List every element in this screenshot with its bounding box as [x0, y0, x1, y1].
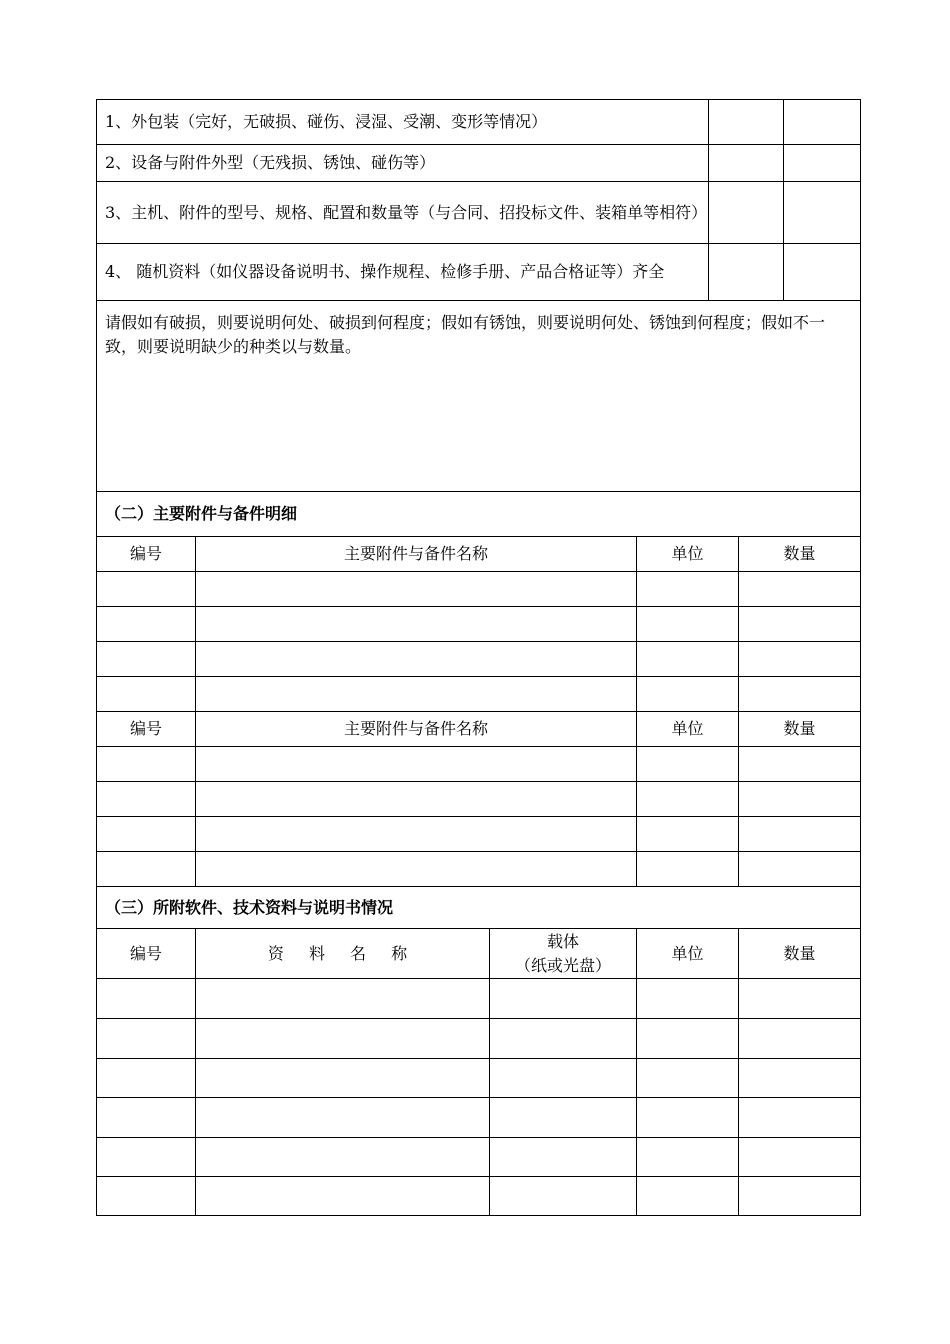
table-cell[interactable]	[196, 817, 637, 852]
table-cell[interactable]	[739, 1098, 861, 1138]
table-row	[97, 1059, 861, 1098]
table-cell[interactable]	[739, 852, 861, 887]
col-qty-header: 数量	[739, 537, 861, 572]
table-cell[interactable]	[739, 572, 861, 607]
table-cell[interactable]	[196, 607, 637, 642]
table-cell[interactable]	[637, 677, 739, 712]
table-cell[interactable]	[637, 1177, 739, 1216]
table-cell[interactable]	[97, 782, 196, 817]
col-medium-header	[490, 929, 637, 979]
table-row	[97, 1019, 861, 1059]
table-cell[interactable]	[637, 817, 739, 852]
damage-note[interactable]: 请假如有破损，则要说明何处、破损到何程度；假如有锈蚀，则要说明何处、锈蚀到何程度；假如不一致，则要说明缺少的种类以与数量。	[97, 301, 861, 492]
inspection-item-3: 3、主机、附件的型号、规格、配置和数量等（与合同、招投标文件、装箱单等相符）	[97, 182, 709, 244]
table-cell[interactable]	[637, 782, 739, 817]
col-no-header: 编号	[97, 929, 196, 979]
medium-sublabel: （纸或光盘）	[514, 955, 611, 975]
table-row	[97, 852, 861, 887]
table-cell[interactable]	[739, 677, 861, 712]
col-unit-header: 单位	[637, 929, 739, 979]
table-cell[interactable]	[739, 1177, 861, 1216]
medium-label: 载体	[546, 931, 579, 951]
check-cell[interactable]	[709, 244, 784, 301]
table-cell[interactable]	[739, 979, 861, 1019]
table-cell[interactable]	[739, 607, 861, 642]
col-name-header: 资 料 名 称	[196, 929, 490, 979]
col-name-header: 主要附件与备件名称	[196, 712, 637, 747]
table-cell[interactable]	[637, 979, 739, 1019]
table-cell[interactable]	[97, 747, 196, 782]
check-cell[interactable]	[784, 182, 861, 244]
table-row	[97, 747, 861, 782]
table-cell[interactable]	[739, 782, 861, 817]
table-row	[97, 572, 861, 607]
table-row	[97, 677, 861, 712]
table-cell[interactable]	[196, 782, 637, 817]
check-cell[interactable]	[709, 145, 784, 182]
table-row	[97, 979, 861, 1019]
check-cell[interactable]	[784, 100, 861, 145]
section-title-row	[97, 492, 861, 537]
table-cell[interactable]	[490, 979, 637, 1019]
table-cell[interactable]	[490, 1098, 637, 1138]
table-cell[interactable]	[97, 817, 196, 852]
table-cell[interactable]	[97, 1019, 196, 1059]
table-cell[interactable]	[739, 642, 861, 677]
table-cell[interactable]	[196, 1019, 490, 1059]
table-cell[interactable]	[739, 747, 861, 782]
accessories-table	[96, 491, 861, 887]
check-cell[interactable]	[784, 244, 861, 301]
table-row	[97, 607, 861, 642]
table-cell[interactable]	[196, 852, 637, 887]
table-cell[interactable]	[637, 642, 739, 677]
check-cell[interactable]	[709, 100, 784, 145]
header-row	[97, 537, 861, 572]
check-cell[interactable]	[709, 182, 784, 244]
table-cell[interactable]	[196, 642, 637, 677]
table-cell[interactable]	[739, 1019, 861, 1059]
table-row	[97, 1098, 861, 1138]
check-cell[interactable]	[784, 145, 861, 182]
col-qty-header: 数量	[739, 929, 861, 979]
table-row	[97, 1177, 861, 1216]
table-cell[interactable]	[637, 1019, 739, 1059]
inspection-table	[96, 99, 861, 492]
table-row	[97, 817, 861, 852]
col-unit-header: 单位	[637, 537, 739, 572]
col-no-header: 编号	[97, 537, 196, 572]
table-cell[interactable]	[637, 747, 739, 782]
inspection-item-1: 1、外包装（完好，无破损、碰伤、浸湿、受潮、变形等情况）	[97, 100, 709, 145]
table-cell[interactable]	[97, 1138, 196, 1177]
header-row	[97, 712, 861, 747]
documents-table	[96, 886, 861, 1216]
table-cell[interactable]	[97, 1059, 196, 1098]
col-name-header: 主要附件与备件名称	[196, 537, 637, 572]
inspection-row	[97, 100, 861, 145]
inspection-item-2: 2、设备与附件外型（无残损、锈蚀、碰伤等）	[97, 145, 709, 182]
table-cell[interactable]	[196, 1177, 490, 1216]
col-unit-header: 单位	[637, 712, 739, 747]
table-cell[interactable]	[490, 1019, 637, 1059]
note-row	[97, 301, 861, 492]
section2-title: （二）主要附件与备件明细	[97, 492, 861, 537]
table-cell[interactable]	[637, 1059, 739, 1098]
table-cell[interactable]	[637, 572, 739, 607]
inspection-row	[97, 145, 861, 182]
table-cell[interactable]	[637, 1138, 739, 1177]
col-qty-header: 数量	[739, 712, 861, 747]
table-cell[interactable]	[97, 607, 196, 642]
table-cell[interactable]	[97, 1098, 196, 1138]
table-cell[interactable]	[196, 677, 637, 712]
table-cell[interactable]	[196, 979, 490, 1019]
inspection-row	[97, 182, 861, 244]
table-cell[interactable]	[97, 642, 196, 677]
table-cell[interactable]	[739, 817, 861, 852]
table-cell[interactable]	[739, 1138, 861, 1177]
header-row	[97, 929, 861, 979]
table-cell[interactable]	[196, 747, 637, 782]
table-cell[interactable]	[490, 1138, 637, 1177]
inspection-item-4: 4、 随机资料（如仪器设备说明书、操作规程、检修手册、产品合格证等）齐全	[97, 244, 709, 301]
table-cell[interactable]	[97, 1177, 196, 1216]
section3-title: （三）所附软件、技术资料与说明书情况	[97, 887, 861, 929]
col-no-header: 编号	[97, 712, 196, 747]
table-cell[interactable]	[637, 852, 739, 887]
table-row	[97, 782, 861, 817]
table-cell[interactable]	[490, 1059, 637, 1098]
table-cell[interactable]	[97, 852, 196, 887]
table-cell[interactable]	[637, 1098, 739, 1138]
table-cell[interactable]	[490, 1177, 637, 1216]
table-cell[interactable]	[196, 1138, 490, 1177]
table-cell[interactable]	[739, 1059, 861, 1098]
table-cell[interactable]	[97, 572, 196, 607]
table-cell[interactable]	[97, 979, 196, 1019]
table-row	[97, 642, 861, 677]
table-cell[interactable]	[637, 607, 739, 642]
section-title-row	[97, 887, 861, 929]
table-cell[interactable]	[196, 1098, 490, 1138]
table-cell[interactable]	[196, 572, 637, 607]
table-row	[97, 1138, 861, 1177]
table-cell[interactable]	[97, 677, 196, 712]
inspection-row	[97, 244, 861, 301]
table-cell[interactable]	[196, 1059, 490, 1098]
